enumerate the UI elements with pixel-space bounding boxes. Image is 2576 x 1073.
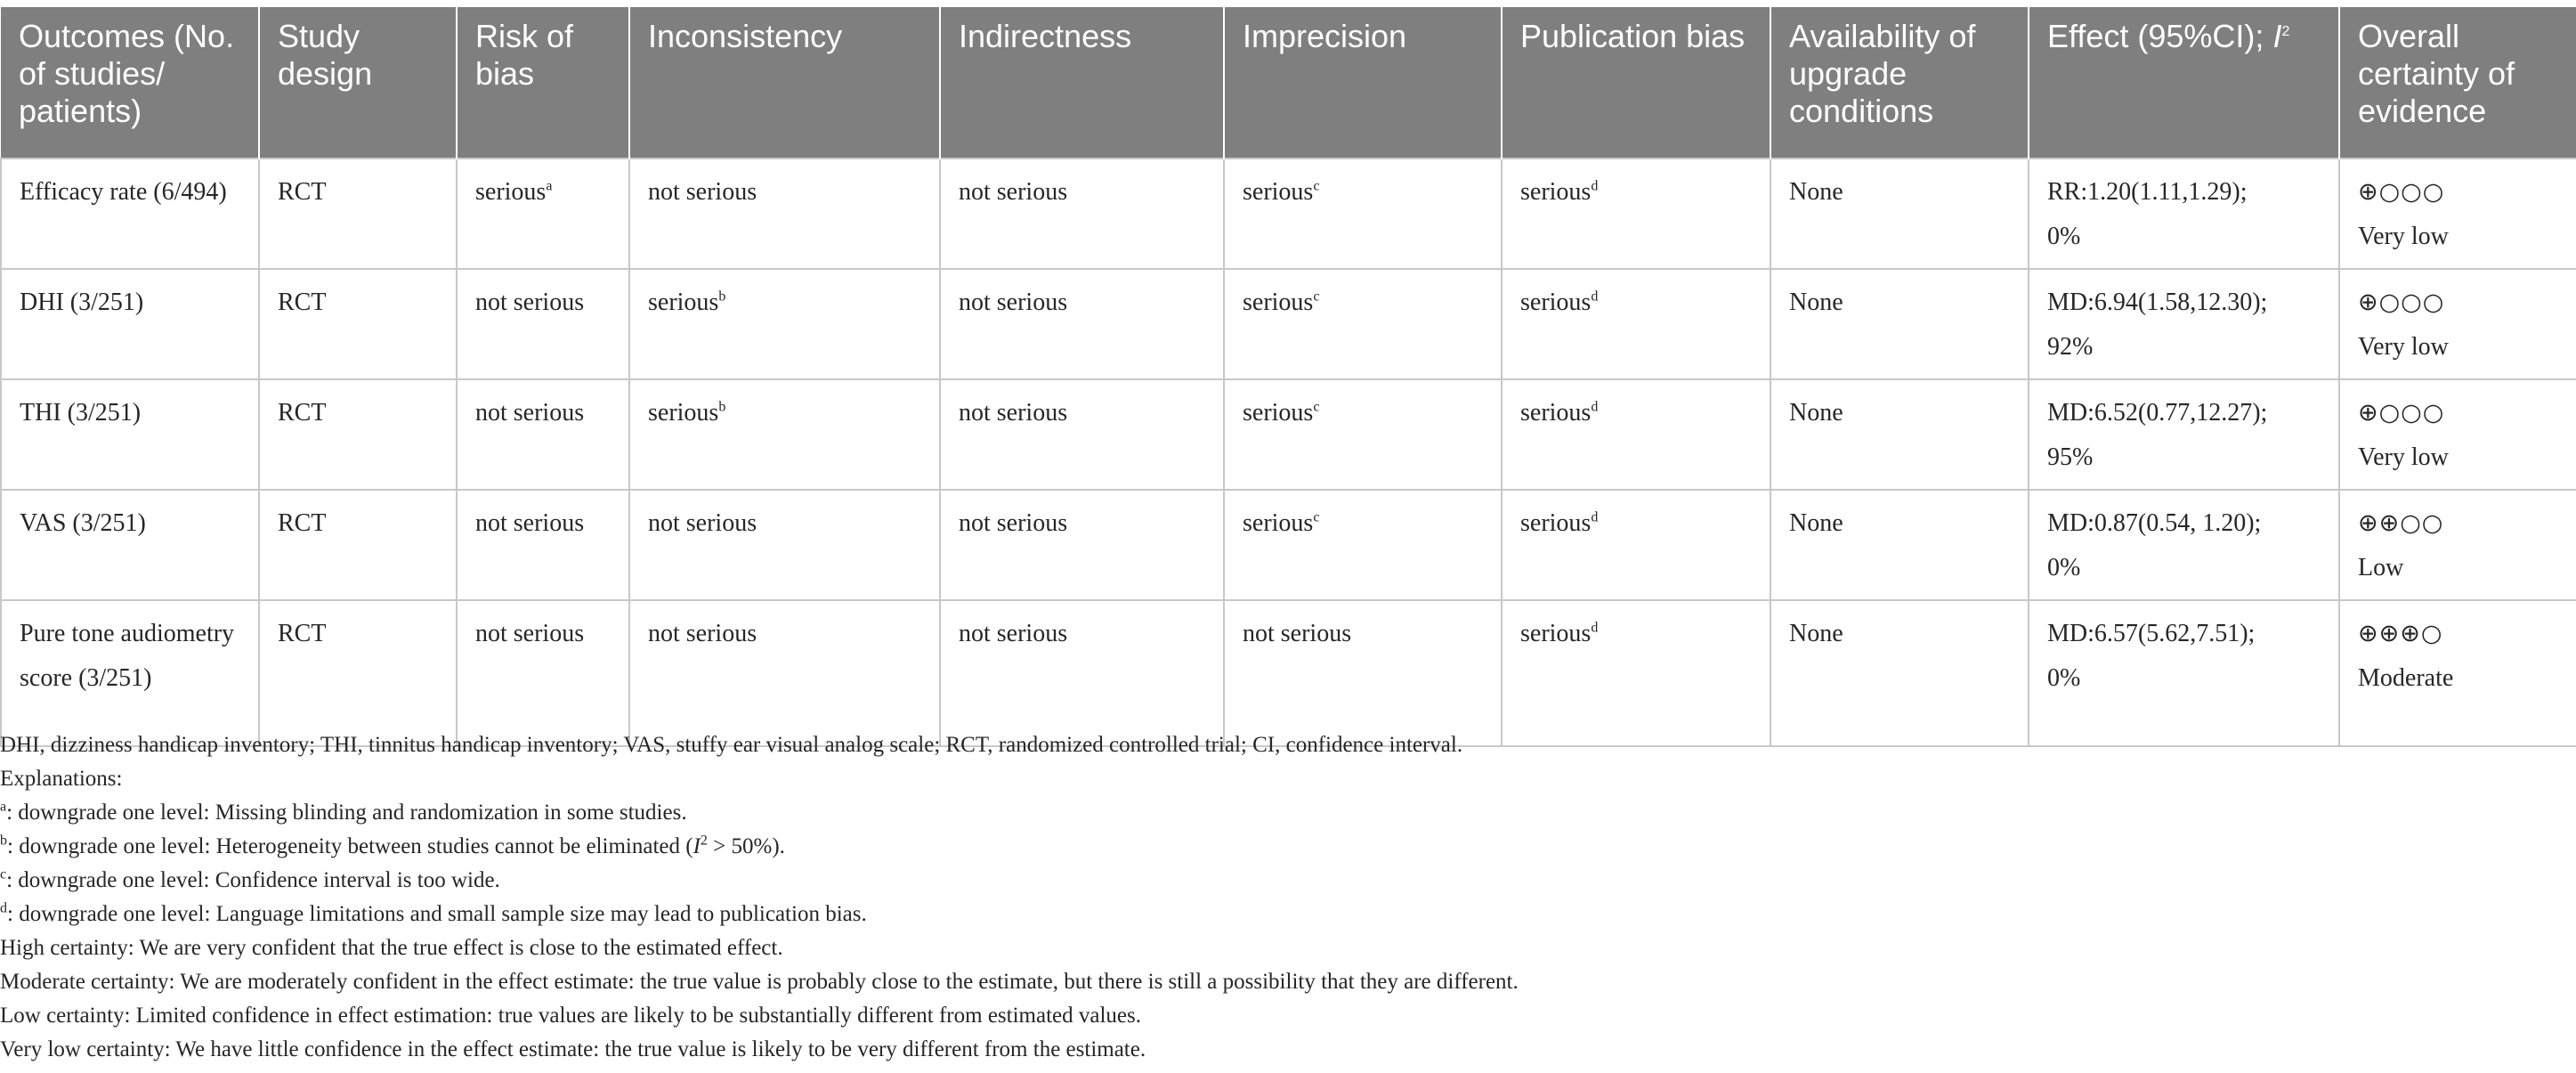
footnote-mark: d bbox=[1591, 620, 1599, 636]
footnote-c-text: : downgrade one level: Confidence interval is too wide. bbox=[6, 868, 500, 892]
cell-study-design: RCT bbox=[259, 600, 457, 746]
abbreviations-note: DHI, dizziness handicap inventory; THI, tinnitus handicap inventory; VAS, stuffy ear visual analog scale; RCT, randomized controlled trial; CI, confidence interval. bbox=[0, 733, 1463, 757]
cell-inconsistency bbox=[629, 600, 940, 746]
cell-text: not serious bbox=[475, 289, 585, 316]
certainty-label: Very low bbox=[2358, 223, 2449, 250]
cell-study-design: RCT bbox=[259, 379, 457, 490]
cell-upgrade-conditions: None bbox=[1770, 269, 2029, 379]
cell-upgrade-conditions: None bbox=[1770, 379, 2029, 490]
cell-text: serious bbox=[1520, 178, 1592, 206]
effect-i2: 92% bbox=[2047, 333, 2094, 361]
footnote-d-mark: d bbox=[0, 900, 7, 916]
footnote-b-sup: 2 bbox=[700, 833, 708, 849]
table-row bbox=[1, 490, 2576, 600]
certainty-symbols: ⊕⊕○○ bbox=[2358, 509, 2444, 537]
table-footnotes bbox=[0, 728, 2576, 1067]
certainty-label: Moderate bbox=[2358, 664, 2454, 692]
footnote-mark: d bbox=[1591, 509, 1599, 525]
cell-imprecision bbox=[1224, 600, 1502, 746]
cell-text: serious bbox=[1243, 289, 1314, 316]
cell-imprecision bbox=[1224, 159, 1502, 269]
cell-risk-of-bias bbox=[457, 600, 629, 746]
footnote-mark: c bbox=[1313, 289, 1320, 305]
cell-text: not serious bbox=[648, 178, 757, 206]
cell-publication-bias bbox=[1502, 159, 1770, 269]
table-row bbox=[1, 379, 2576, 490]
cell-text: not serious bbox=[475, 399, 585, 427]
cell-study-design: RCT bbox=[259, 159, 457, 269]
cell-indirectness: not serious bbox=[940, 379, 1224, 490]
cell-certainty bbox=[2339, 490, 2576, 600]
cell-study-design: RCT bbox=[259, 269, 457, 379]
cell-text: serious bbox=[1243, 178, 1314, 206]
header-effect bbox=[2029, 7, 2339, 159]
certainty-label: Low bbox=[2358, 554, 2404, 581]
footnote-a bbox=[0, 796, 2576, 830]
header-risk-of-bias: Risk of bias bbox=[457, 7, 629, 159]
header-overall-certainty: Overall certainty of evidence bbox=[2339, 7, 2576, 159]
certainty-label: Very low bbox=[2358, 333, 2449, 361]
footnote-mark: d bbox=[1591, 289, 1599, 305]
cell-indirectness: not serious bbox=[940, 600, 1224, 746]
table-row bbox=[1, 159, 2576, 269]
footnote-mark: b bbox=[718, 289, 726, 305]
footnote-mark: c bbox=[1313, 178, 1320, 194]
cell-outcome: Pure tone audiometry score (3/251) bbox=[1, 600, 259, 746]
grade-evidence-table-container bbox=[0, 7, 2576, 747]
header-indirectness: Indirectness bbox=[940, 7, 1224, 159]
footnote-b-text: : downgrade one level: Heterogeneity between studies cannot be eliminated ( bbox=[7, 834, 693, 858]
cell-certainty bbox=[2339, 600, 2576, 746]
cell-text: not serious bbox=[475, 509, 585, 537]
cell-imprecision bbox=[1224, 490, 1502, 600]
header-upgrade-conditions: Availability of upgrade conditions bbox=[1770, 7, 2029, 159]
certainty-label: Very low bbox=[2358, 443, 2449, 471]
cell-certainty bbox=[2339, 269, 2576, 379]
cell-imprecision bbox=[1224, 269, 1502, 379]
low-certainty-note: Low certainty: Limited confidence in effect estimation: true values are likely to be substantially different from estimated values. bbox=[0, 1004, 1141, 1028]
header-inconsistency: Inconsistency bbox=[629, 7, 940, 159]
cell-certainty bbox=[2339, 379, 2576, 490]
cell-upgrade-conditions: None bbox=[1770, 159, 2029, 269]
cell-outcome: DHI (3/251) bbox=[1, 269, 259, 379]
cell-text: serious bbox=[1520, 289, 1592, 316]
header-imprecision: Imprecision bbox=[1224, 7, 1502, 159]
cell-publication-bias bbox=[1502, 600, 1770, 746]
effect-i2: 95% bbox=[2047, 443, 2094, 471]
cell-effect bbox=[2029, 159, 2339, 269]
effect-estimate: MD:0.87(0.54, 1.20); bbox=[2047, 509, 2262, 537]
cell-inconsistency bbox=[629, 379, 940, 490]
footnote-mark: b bbox=[718, 399, 726, 415]
cell-indirectness: not serious bbox=[940, 269, 1224, 379]
footnote-mark: c bbox=[1313, 399, 1320, 415]
cell-publication-bias bbox=[1502, 269, 1770, 379]
effect-estimate: MD:6.94(1.58,12.30); bbox=[2047, 289, 2268, 316]
footnote-a-text: : downgrade one level: Missing blinding and randomization in some studies. bbox=[6, 801, 687, 825]
cell-imprecision bbox=[1224, 379, 1502, 490]
effect-i2: 0% bbox=[2047, 554, 2081, 581]
cell-indirectness: not serious bbox=[940, 159, 1224, 269]
footnote-b-text-end: > 50%). bbox=[707, 834, 785, 858]
certainty-symbols: ⊕○○○ bbox=[2358, 178, 2445, 206]
cell-publication-bias bbox=[1502, 490, 1770, 600]
cell-effect bbox=[2029, 379, 2339, 490]
cell-risk-of-bias bbox=[457, 379, 629, 490]
cell-text: serious bbox=[1520, 399, 1592, 427]
table-row bbox=[1, 269, 2576, 379]
certainty-symbols: ⊕⊕⊕○ bbox=[2358, 620, 2443, 647]
footnote-d bbox=[0, 898, 2576, 931]
cell-indirectness: not serious bbox=[940, 490, 1224, 600]
effect-estimate: MD:6.52(0.77,12.27); bbox=[2047, 399, 2268, 427]
effect-estimate: RR:1.20(1.11,1.29); bbox=[2047, 178, 2248, 206]
cell-inconsistency bbox=[629, 490, 940, 600]
cell-text: not serious bbox=[648, 620, 757, 647]
cell-outcome: Efficacy rate (6/494) bbox=[1, 159, 259, 269]
header-study-design: Study design bbox=[259, 7, 457, 159]
footnote-mark: a bbox=[546, 178, 553, 194]
footnote-d-text: : downgrade one level: Language limitations and small sample size may lead to publication bias. bbox=[7, 902, 867, 926]
certainty-symbols: ⊕○○○ bbox=[2358, 399, 2445, 427]
cell-upgrade-conditions: None bbox=[1770, 600, 2029, 746]
footnote-b-mark: b bbox=[0, 833, 7, 849]
cell-effect bbox=[2029, 490, 2339, 600]
cell-effect bbox=[2029, 600, 2339, 746]
cell-certainty bbox=[2339, 159, 2576, 269]
header-outcomes: Outcomes (No. of studies/ patients) bbox=[1, 7, 259, 159]
moderate-certainty-note: Moderate certainty: We are moderately confident in the effect estimate: the true value is probably close to the estimate, but there is still a possibility that they are different. bbox=[0, 970, 1519, 994]
cell-text: serious bbox=[1520, 620, 1592, 647]
cell-inconsistency bbox=[629, 159, 940, 269]
cell-effect bbox=[2029, 269, 2339, 379]
very-low-certainty-note: Very low certainty: We have little confidence in the effect estimate: the true value is likely to be very different from the estimate. bbox=[0, 1037, 1146, 1061]
footnote-c-mark: c bbox=[0, 866, 7, 882]
cell-outcome: VAS (3/251) bbox=[1, 490, 259, 600]
cell-text: serious bbox=[1243, 399, 1314, 427]
footnote-a-mark: a bbox=[0, 799, 7, 815]
explanations-title: Explanations: bbox=[0, 767, 123, 791]
cell-text: not serious bbox=[648, 509, 757, 537]
cell-risk-of-bias bbox=[457, 269, 629, 379]
certainty-symbols: ⊕○○○ bbox=[2358, 289, 2445, 316]
cell-upgrade-conditions: None bbox=[1770, 490, 2029, 600]
cell-text: serious bbox=[1520, 509, 1592, 537]
footnote-mark: c bbox=[1313, 509, 1320, 525]
effect-i2: 0% bbox=[2047, 223, 2081, 250]
cell-text: serious bbox=[475, 178, 547, 206]
table-row bbox=[1, 600, 2576, 746]
cell-risk-of-bias bbox=[457, 159, 629, 269]
high-certainty-note: High certainty: We are very confident that the true effect is close to the estimated effect. bbox=[0, 936, 783, 960]
cell-risk-of-bias bbox=[457, 490, 629, 600]
footnote-mark: d bbox=[1591, 399, 1599, 415]
effect-i2: 0% bbox=[2047, 664, 2081, 692]
cell-text: serious bbox=[1243, 509, 1314, 537]
header-effect-sup: 2 bbox=[2281, 24, 2290, 39]
cell-text: not serious bbox=[1243, 620, 1352, 647]
cell-text: not serious bbox=[475, 620, 585, 647]
header-publication-bias: Publication bias bbox=[1502, 7, 1770, 159]
header-row bbox=[1, 7, 2576, 159]
cell-outcome: THI (3/251) bbox=[1, 379, 259, 490]
header-effect-i: I bbox=[2272, 18, 2282, 54]
cell-text: serious bbox=[648, 399, 719, 427]
cell-inconsistency bbox=[629, 269, 940, 379]
cell-publication-bias bbox=[1502, 379, 1770, 490]
footnote-b-i: I bbox=[693, 834, 701, 858]
footnote-c bbox=[0, 864, 2576, 898]
cell-study-design: RCT bbox=[259, 490, 457, 600]
footnote-b bbox=[0, 830, 2576, 864]
footnote-mark: d bbox=[1591, 178, 1599, 194]
effect-estimate: MD:6.57(5.62,7.51); bbox=[2047, 620, 2256, 647]
header-effect-label: Effect (95%CI); bbox=[2047, 18, 2273, 54]
grade-evidence-table bbox=[0, 7, 2576, 747]
cell-text: serious bbox=[648, 289, 719, 316]
